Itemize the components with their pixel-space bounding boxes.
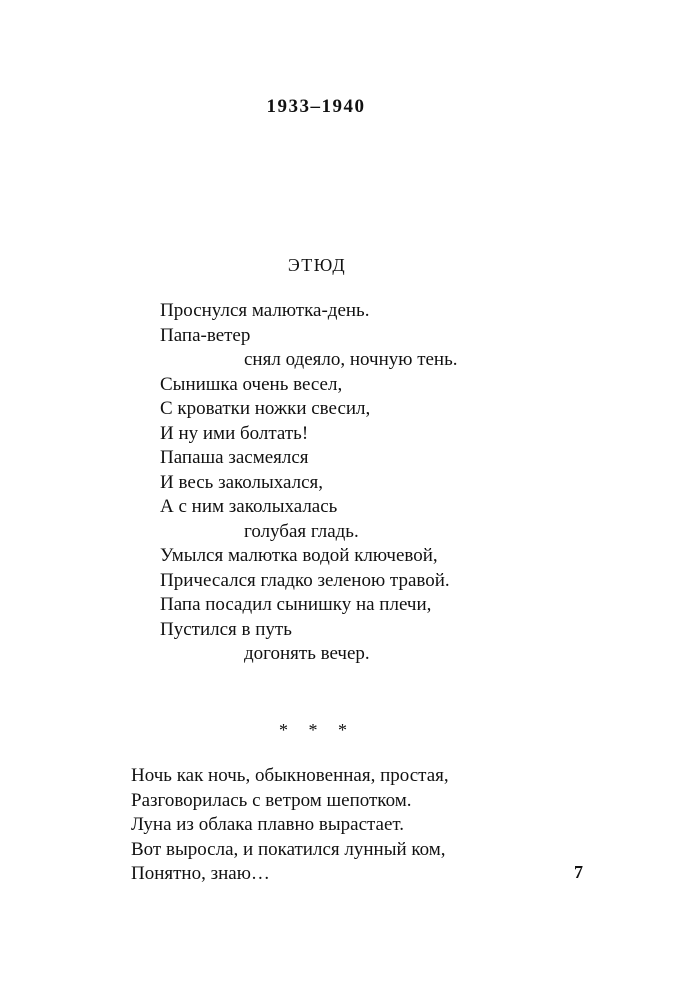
poem-line: Папа-ветер	[160, 324, 251, 346]
poem-line: снял одеяло, ночную тень.	[244, 349, 458, 370]
poem-line: Понятно, знаю…	[131, 863, 270, 884]
page-number: 7	[574, 862, 583, 882]
poem-line: Ночь как ночь, обыкновенная, простая,	[131, 765, 449, 786]
section-heading: 1933–1940	[266, 96, 366, 117]
section-separator: * * *	[279, 720, 355, 740]
poem-line: А с ним заколыхалась	[160, 496, 338, 517]
poem-title: ЭТЮД	[287, 255, 347, 275]
poem-line: И ну ими болтать!	[160, 422, 309, 444]
poem-line: И весь заколыхался,	[160, 471, 324, 493]
poem-line: Разговорилась с ветром шепотком.	[131, 789, 412, 811]
poem-line: Сынишка очень весел,	[160, 373, 343, 395]
poem-line: Луна из облака плавно вырастает.	[131, 814, 405, 835]
poem-line: Проснулся малютка-день.	[160, 300, 370, 321]
poem-line: С кроватки ножки свесил,	[160, 398, 371, 419]
poem-line: Причесался гладко зеленою травой.	[160, 569, 450, 591]
poem-night-body	[131, 764, 449, 887]
poem-line: Папа посадил сынишку на плечи,	[160, 594, 432, 615]
poem-line: Вот выросла, и покатился лунный ком,	[131, 838, 446, 860]
poem-line: Умылся малютка водой ключевой,	[160, 545, 438, 566]
poem-etude-body	[160, 299, 458, 667]
poem-line: Папаша засмеялся	[160, 447, 309, 468]
poem-line: голубая гладь.	[244, 520, 359, 542]
poem-line: догонять вечер.	[244, 643, 370, 664]
poem-line: Пустился в путь	[160, 618, 292, 640]
